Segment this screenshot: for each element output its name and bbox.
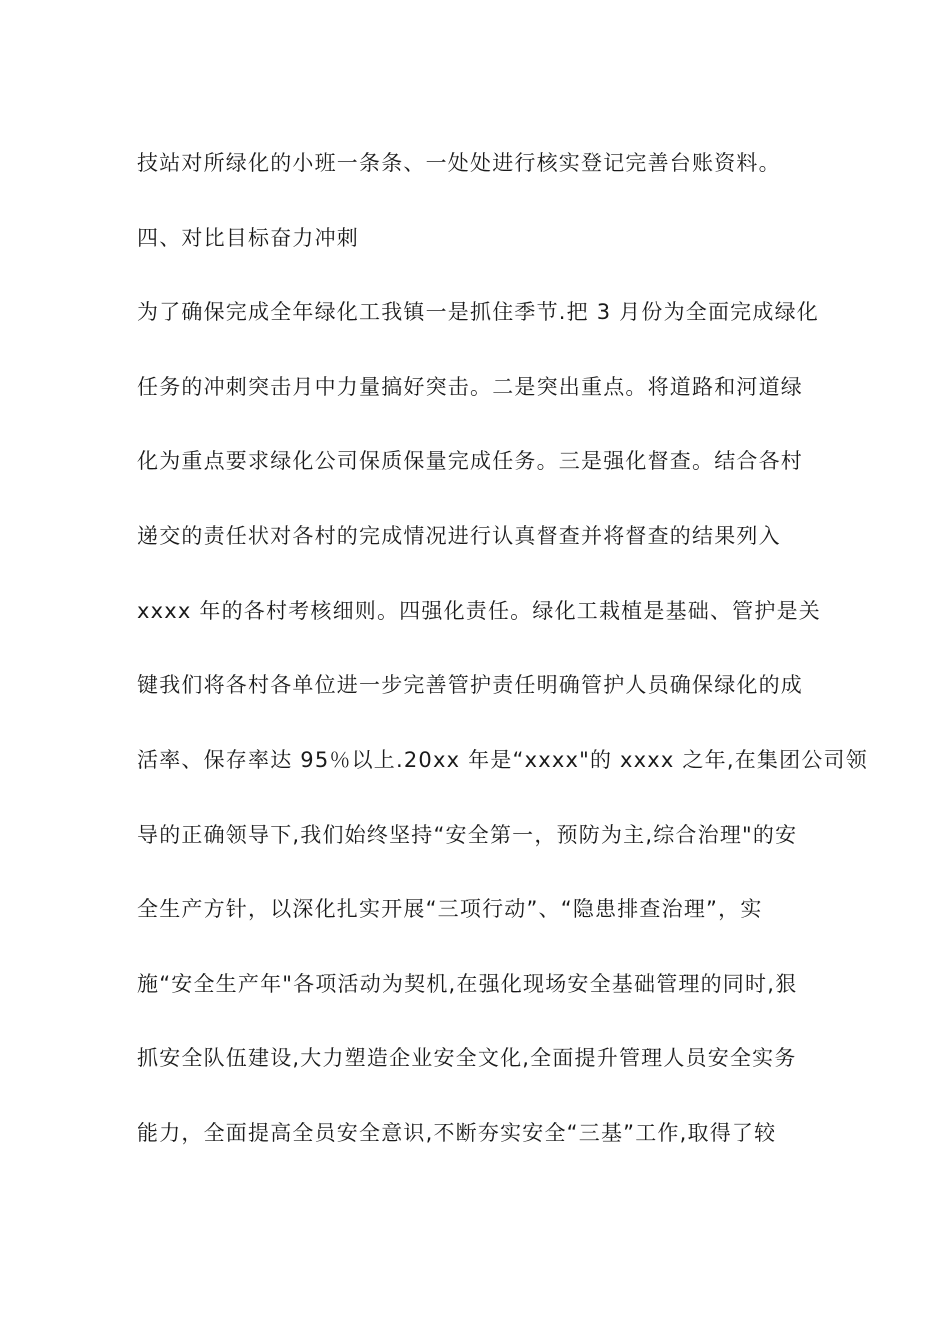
text-line-10: 导的正确领导下,我们始终坚持“安全第一，预防为主,综合治理"的安 — [137, 823, 798, 847]
text-line-6: 递交的责任状对各村的完成情况进行认真督查并将督查的结果列入 — [137, 524, 781, 548]
text-line-9: 活率、保存率达 95％以上.20xx 年是“xxxx"的 xxxx 之年,在集团公司领 — [137, 748, 868, 772]
text-line-13: 抓安全队伍建设,大力塑造企业安全文化,全面提升管理人员安全实务 — [137, 1046, 797, 1070]
text-line-12: 施“安全生产年"各项活动为契机,在强化现场安全基础管理的同时,狠 — [137, 972, 798, 996]
text-line-14: 能力，全面提高全员安全意识,不断夯实安全“三基”工作,取得了较 — [137, 1121, 777, 1145]
text-line-1: 技站对所绿化的小班一条条、一处处进行核实登记完善台账资料。 — [137, 151, 781, 175]
text-line-5: 化为重点要求绿化公司保质保量完成任务。三是强化督查。结合各村 — [137, 449, 803, 473]
text-line-11: 全生产方针，以深化扎实开展“三项行动”、“隐患排查治理”，实 — [137, 897, 763, 921]
text-line-4: 任务的冲刺突击月中力量搞好突击。二是突出重点。将道路和河道绿 — [137, 375, 803, 399]
text-line-3: 为了确保完成全年绿化工我镇一是抓住季节.把 3 月份为全面完成绿化 — [137, 300, 819, 324]
section-heading: 四、对比目标奋力冲刺 — [137, 226, 359, 250]
text-line-7: xxxx 年的各村考核细则。四强化责任。绿化工栽植是基础、管护是关 — [137, 599, 821, 623]
text-line-8: 键我们将各村各单位进一步完善管护责任明确管护人员确保绿化的成 — [137, 673, 803, 697]
